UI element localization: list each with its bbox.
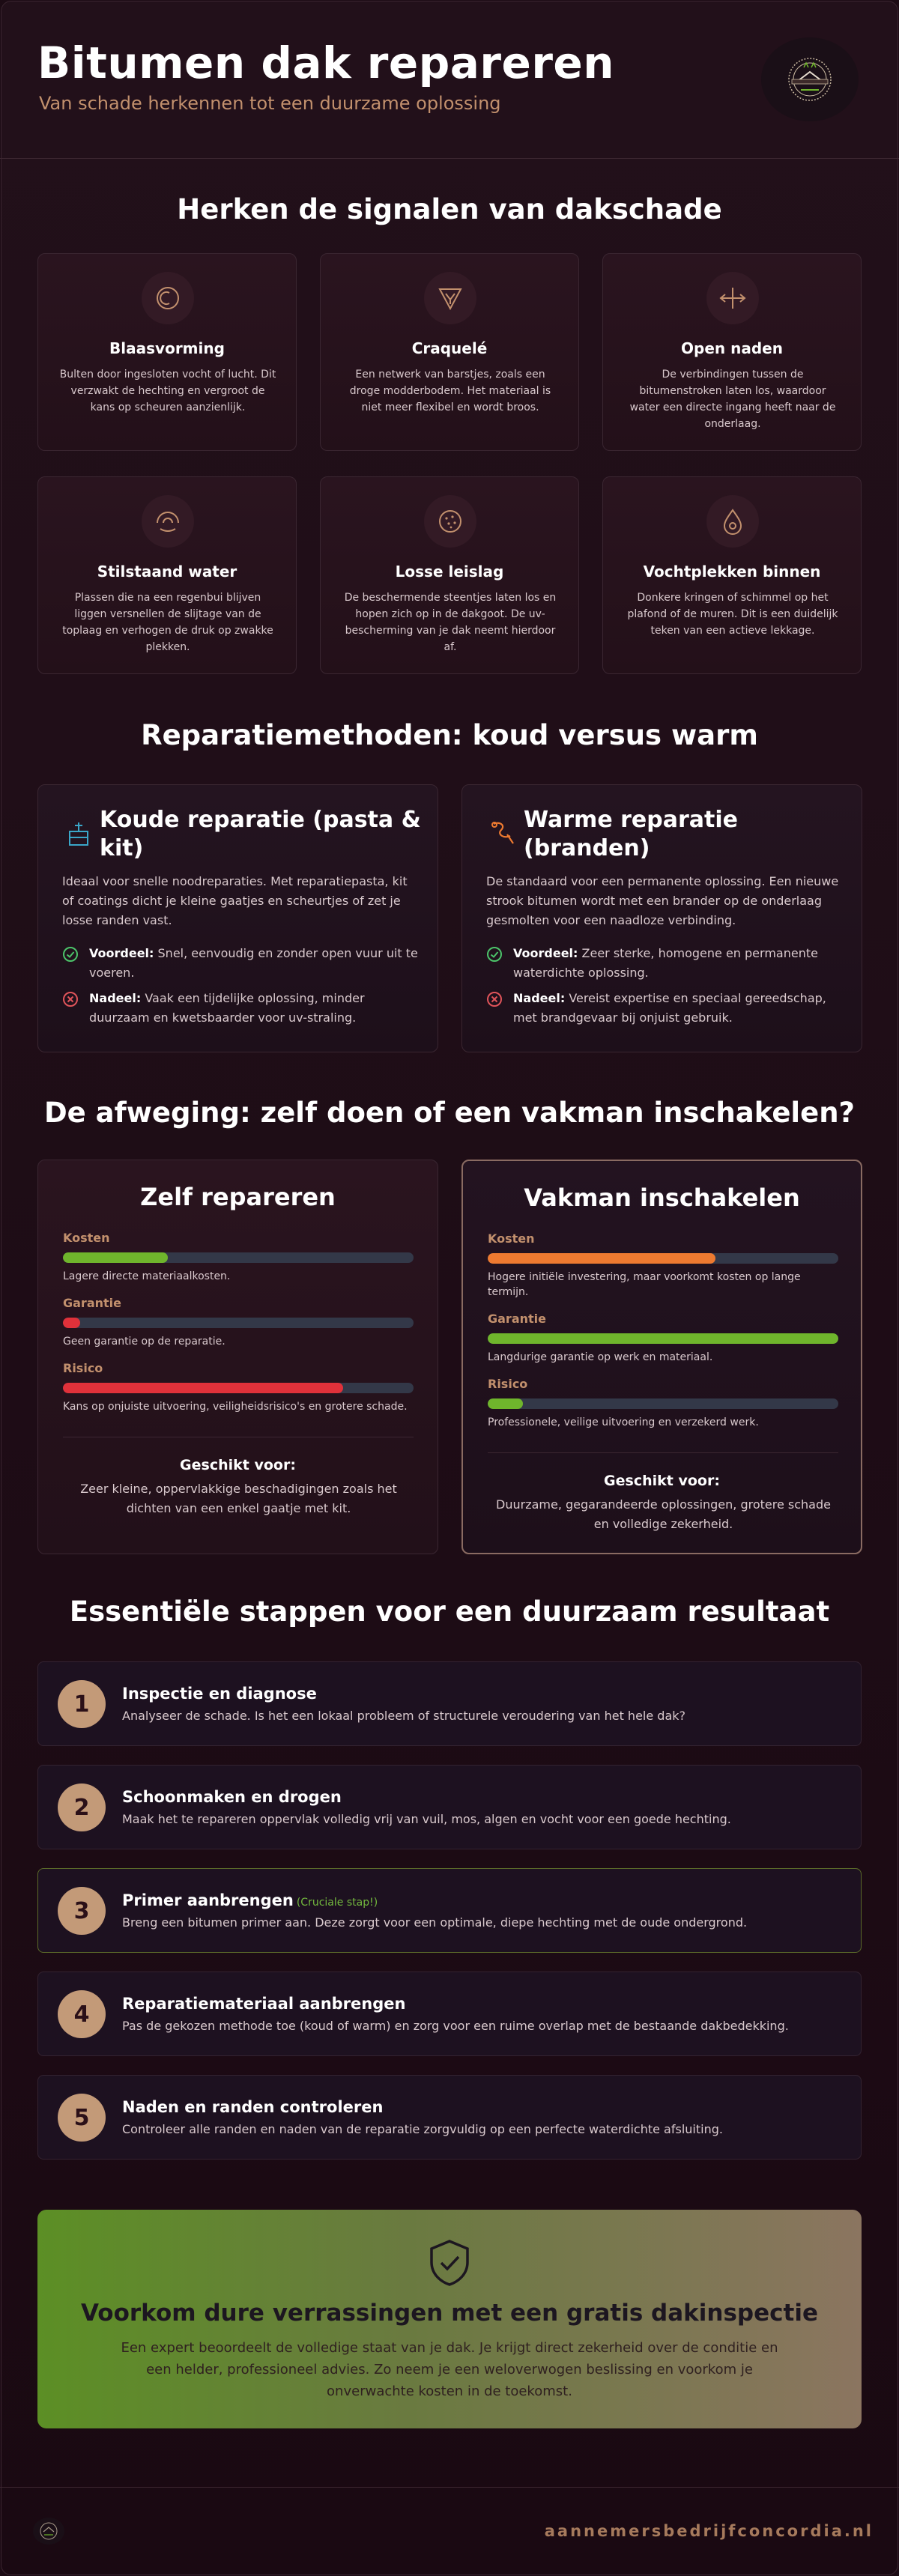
metric-fill	[63, 1383, 343, 1393]
step-number: 5	[58, 2094, 106, 2142]
fit-text: Zeer kleine, oppervlakkige beschadigingen zoals het dichten van een enkel gaatje met kit.	[80, 1482, 397, 1515]
metric-label: Risico	[63, 1361, 103, 1375]
step-title: Naden en randen controleren	[122, 2098, 384, 2116]
page-title: Bitumen dak repareren	[37, 37, 615, 88]
toolbox-icon	[64, 818, 94, 848]
step-tag: (Cruciale stap!)	[296, 1897, 378, 1909]
step-number: 4	[58, 1990, 106, 2038]
comparison-card-diy	[37, 1160, 438, 1554]
cta-banner	[37, 2210, 862, 2428]
signal-card-stilstaand-water	[37, 476, 297, 674]
method-text: De standaard voor een permanente oplossing. Een nieuwe strook bitumen wordt met een brander op de onderlaag gesmolten voor een naadloze verbinding.	[486, 874, 839, 927]
signal-card-craquele	[320, 253, 579, 451]
metric-garantie	[63, 1296, 414, 1349]
metric-label: Kosten	[488, 1231, 535, 1246]
step-title: Reparatiemateriaal aanbrengen	[122, 1995, 406, 2013]
company-logo-icon	[761, 37, 859, 121]
signal-title: Craquelé	[411, 339, 488, 357]
signal-text: Een netwerk van barstjes, zoals een droge modderbodem. Het materiaal is niet meer flexibel en wordt broos.	[349, 369, 551, 413]
method-title: Koude reparatie (pasta & kit)	[100, 807, 421, 861]
metric-kosten	[63, 1231, 414, 1284]
metric-note: Geen garantie op de reparatie.	[63, 1336, 225, 1348]
metric-note: Professionele, veilige uitvoering en verzekerd werk.	[488, 1416, 759, 1428]
step-item	[37, 1972, 862, 2056]
method-con	[486, 989, 842, 1028]
shield-check-icon	[426, 2238, 473, 2288]
fit-label: Geschikt voor:	[604, 1473, 720, 1489]
gravel-icon	[424, 495, 476, 548]
step-number: 1	[58, 1680, 106, 1728]
cta-title: Voorkom dure verrassingen met een gratis dakinspectie	[81, 2300, 818, 2327]
comparison-card-title: Zelf repareren	[140, 1183, 336, 1211]
pro-text: Snel, eenvoudig en zonder open vuur uit te voeren.	[89, 946, 418, 980]
metric-fill	[63, 1252, 168, 1263]
metric-bar	[488, 1398, 838, 1409]
signal-card-vochtplekken	[602, 476, 862, 674]
footer	[0, 2487, 899, 2575]
bubble-icon	[142, 272, 194, 324]
signal-text: De verbindingen tussen de bitumenstroken laten los, waardoor water een directe ingang heeft naar de onderlaag.	[629, 369, 836, 430]
signal-card-blaasvorming	[37, 253, 297, 451]
puddle-icon	[142, 495, 194, 548]
con-text: Vaak een tijdelijke oplossing, minder duurzaam en kwetsbaarder voor uv-straling.	[89, 991, 365, 1025]
x-circle-icon	[486, 991, 503, 1007]
con-text: Vereist expertise en speciaal gereedschap, met brandgevaar bij onjuist gebruik.	[513, 991, 826, 1025]
step-item	[37, 1661, 862, 1746]
step-number: 2	[58, 1783, 106, 1831]
con-label: Nadeel:	[513, 991, 566, 1005]
step-number: 3	[58, 1887, 106, 1935]
signal-text: De beschermende steentjes laten los en hopen zich op in de dakgoot. De uv-bescherming van je dak neemt hierdoor af.	[344, 592, 557, 653]
signal-title: Blaasvorming	[109, 339, 225, 357]
split-arrows-icon	[706, 272, 759, 324]
pro-label: Voordeel:	[513, 946, 578, 960]
signal-text: Donkere kringen of schimmel op het plafond of de muren. Dit is een duidelijk teken van een actieve lekkage.	[627, 592, 838, 637]
step-item	[37, 1765, 862, 1849]
pro-label: Voordeel:	[89, 946, 154, 960]
method-pro	[62, 944, 418, 983]
comparison-card-title: Vakman inschakelen	[524, 1184, 800, 1212]
torch-icon	[488, 818, 518, 848]
signals-title: Herken de signalen van dakschade	[177, 193, 722, 225]
metric-bar	[63, 1318, 414, 1328]
metric-fill	[488, 1333, 838, 1344]
signal-card-losse-leislag	[320, 476, 579, 674]
metric-bar	[488, 1253, 838, 1264]
step-item	[37, 2075, 862, 2160]
signal-title: Open naden	[681, 339, 783, 357]
metric-fill	[63, 1318, 80, 1328]
step-text: Analyseer de schade. Is het een lokaal probleem of structurele veroudering van het hele dak?	[122, 1709, 686, 1723]
metric-label: Garantie	[488, 1312, 546, 1326]
metric-risico	[63, 1361, 414, 1414]
step-item-highlight	[37, 1868, 862, 1953]
metric-fill	[488, 1398, 523, 1409]
signal-title: Stilstaand water	[97, 563, 237, 581]
metric-note: Hogere initiële investering, maar voorkomt kosten op lange termijn.	[488, 1271, 801, 1298]
metric-label: Garantie	[63, 1296, 121, 1310]
fit-label: Geschikt voor:	[180, 1457, 296, 1473]
signal-title: Vochtplekken binnen	[643, 563, 821, 581]
method-text: Ideaal voor snelle noodreparaties. Met reparatiepasta, kit of coatings dicht je kleine gaatjes en scheurtjes of zet je losse randen vast.	[62, 874, 408, 927]
step-text: Controleer alle randen en naden van de reparatie zorgvuldig op een perfecte waterdichte afsluiting.	[122, 2122, 723, 2136]
step-title: Schoonmaken en drogen	[122, 1788, 342, 1806]
metric-kosten	[488, 1231, 838, 1300]
step-text: Pas de gekozen methode toe (koud of warm) en zorg voor een ruime overlap met de bestaande dakbedekking.	[122, 2019, 789, 2033]
crack-icon	[424, 272, 476, 324]
step-text: Breng een bitumen primer aan. Deze zorgt voor een optimale, diepe hechting met de oude ondergrond.	[122, 1915, 748, 1930]
metric-bar	[63, 1252, 414, 1263]
page-subtitle: Van schade herkennen tot een duurzame oplossing	[39, 93, 501, 114]
header	[0, 0, 899, 159]
footer-logo-icon	[33, 2518, 64, 2545]
fit-text: Duurzame, gegarandeerde oplossingen, grotere schade en volledige zekerheid.	[496, 1497, 831, 1531]
step-title: Inspectie en diagnose	[122, 1685, 317, 1703]
metric-label: Kosten	[63, 1231, 110, 1245]
metric-fill	[488, 1253, 715, 1264]
methods-title: Reparatiemethoden: koud versus warm	[141, 719, 758, 751]
step-text: Maak het te repareren oppervlak volledig vrij van vuil, mos, algen en vocht voor een goede hechting.	[122, 1812, 731, 1826]
metric-risico	[488, 1377, 838, 1430]
comparison-title: De afweging: zelf doen of een vakman inschakelen?	[43, 1097, 856, 1129]
con-label: Nadeel:	[89, 991, 142, 1005]
footer-url-link[interactable]: aannemersbedrijfconcordia.nl	[544, 2522, 874, 2540]
metric-garantie	[488, 1312, 838, 1365]
comparison-card-professional	[461, 1160, 862, 1554]
check-circle-icon	[62, 946, 79, 963]
signal-card-open-naden	[602, 253, 862, 451]
droplet-icon	[706, 495, 759, 548]
pro-text: Zeer sterke, homogene en permanente waterdichte oplossing.	[513, 946, 818, 980]
method-pro	[486, 944, 842, 983]
metric-bar	[488, 1333, 838, 1344]
method-card-warm	[461, 784, 862, 1052]
signal-title: Losse leislag	[395, 563, 504, 581]
x-circle-icon	[62, 991, 79, 1007]
cta-text: Een expert beoordeelt de volledige staat van je dak. Je krijgt direct zekerheid over de conditie en een helder, professioneel advies. Zo neem je een weloverwogen beslissing en voorkom je onverwachte kosten in de toekomst.	[121, 2340, 778, 2399]
divider	[488, 1452, 838, 1453]
method-card-cold	[37, 784, 438, 1052]
metric-bar	[63, 1383, 414, 1393]
metric-label: Risico	[488, 1377, 528, 1391]
signal-text: Bulten door ingesloten vocht of lucht. Dit verzwakt de hechting en vergroot de kans op scheuren aanzienlijk.	[59, 369, 276, 413]
metric-note: Lagere directe materiaalkosten.	[63, 1270, 231, 1282]
signal-text: Plassen die na een regenbui blijven liggen versnellen de slijtage van de toplaag en verhogen de druk op zwakke plekken.	[62, 592, 273, 653]
check-circle-icon	[486, 946, 503, 963]
method-title: Warme reparatie (branden)	[524, 807, 738, 861]
metric-note: Langdurige garantie op werk en materiaal.	[488, 1351, 713, 1363]
method-con	[62, 989, 418, 1028]
step-title: Primer aanbrengen	[122, 1891, 294, 1909]
metric-note: Kans op onjuiste uitvoering, veiligheidsrisico's en grotere schade.	[63, 1401, 408, 1413]
steps-title: Essentiële stappen voor een duurzaam resultaat	[69, 1595, 830, 1628]
